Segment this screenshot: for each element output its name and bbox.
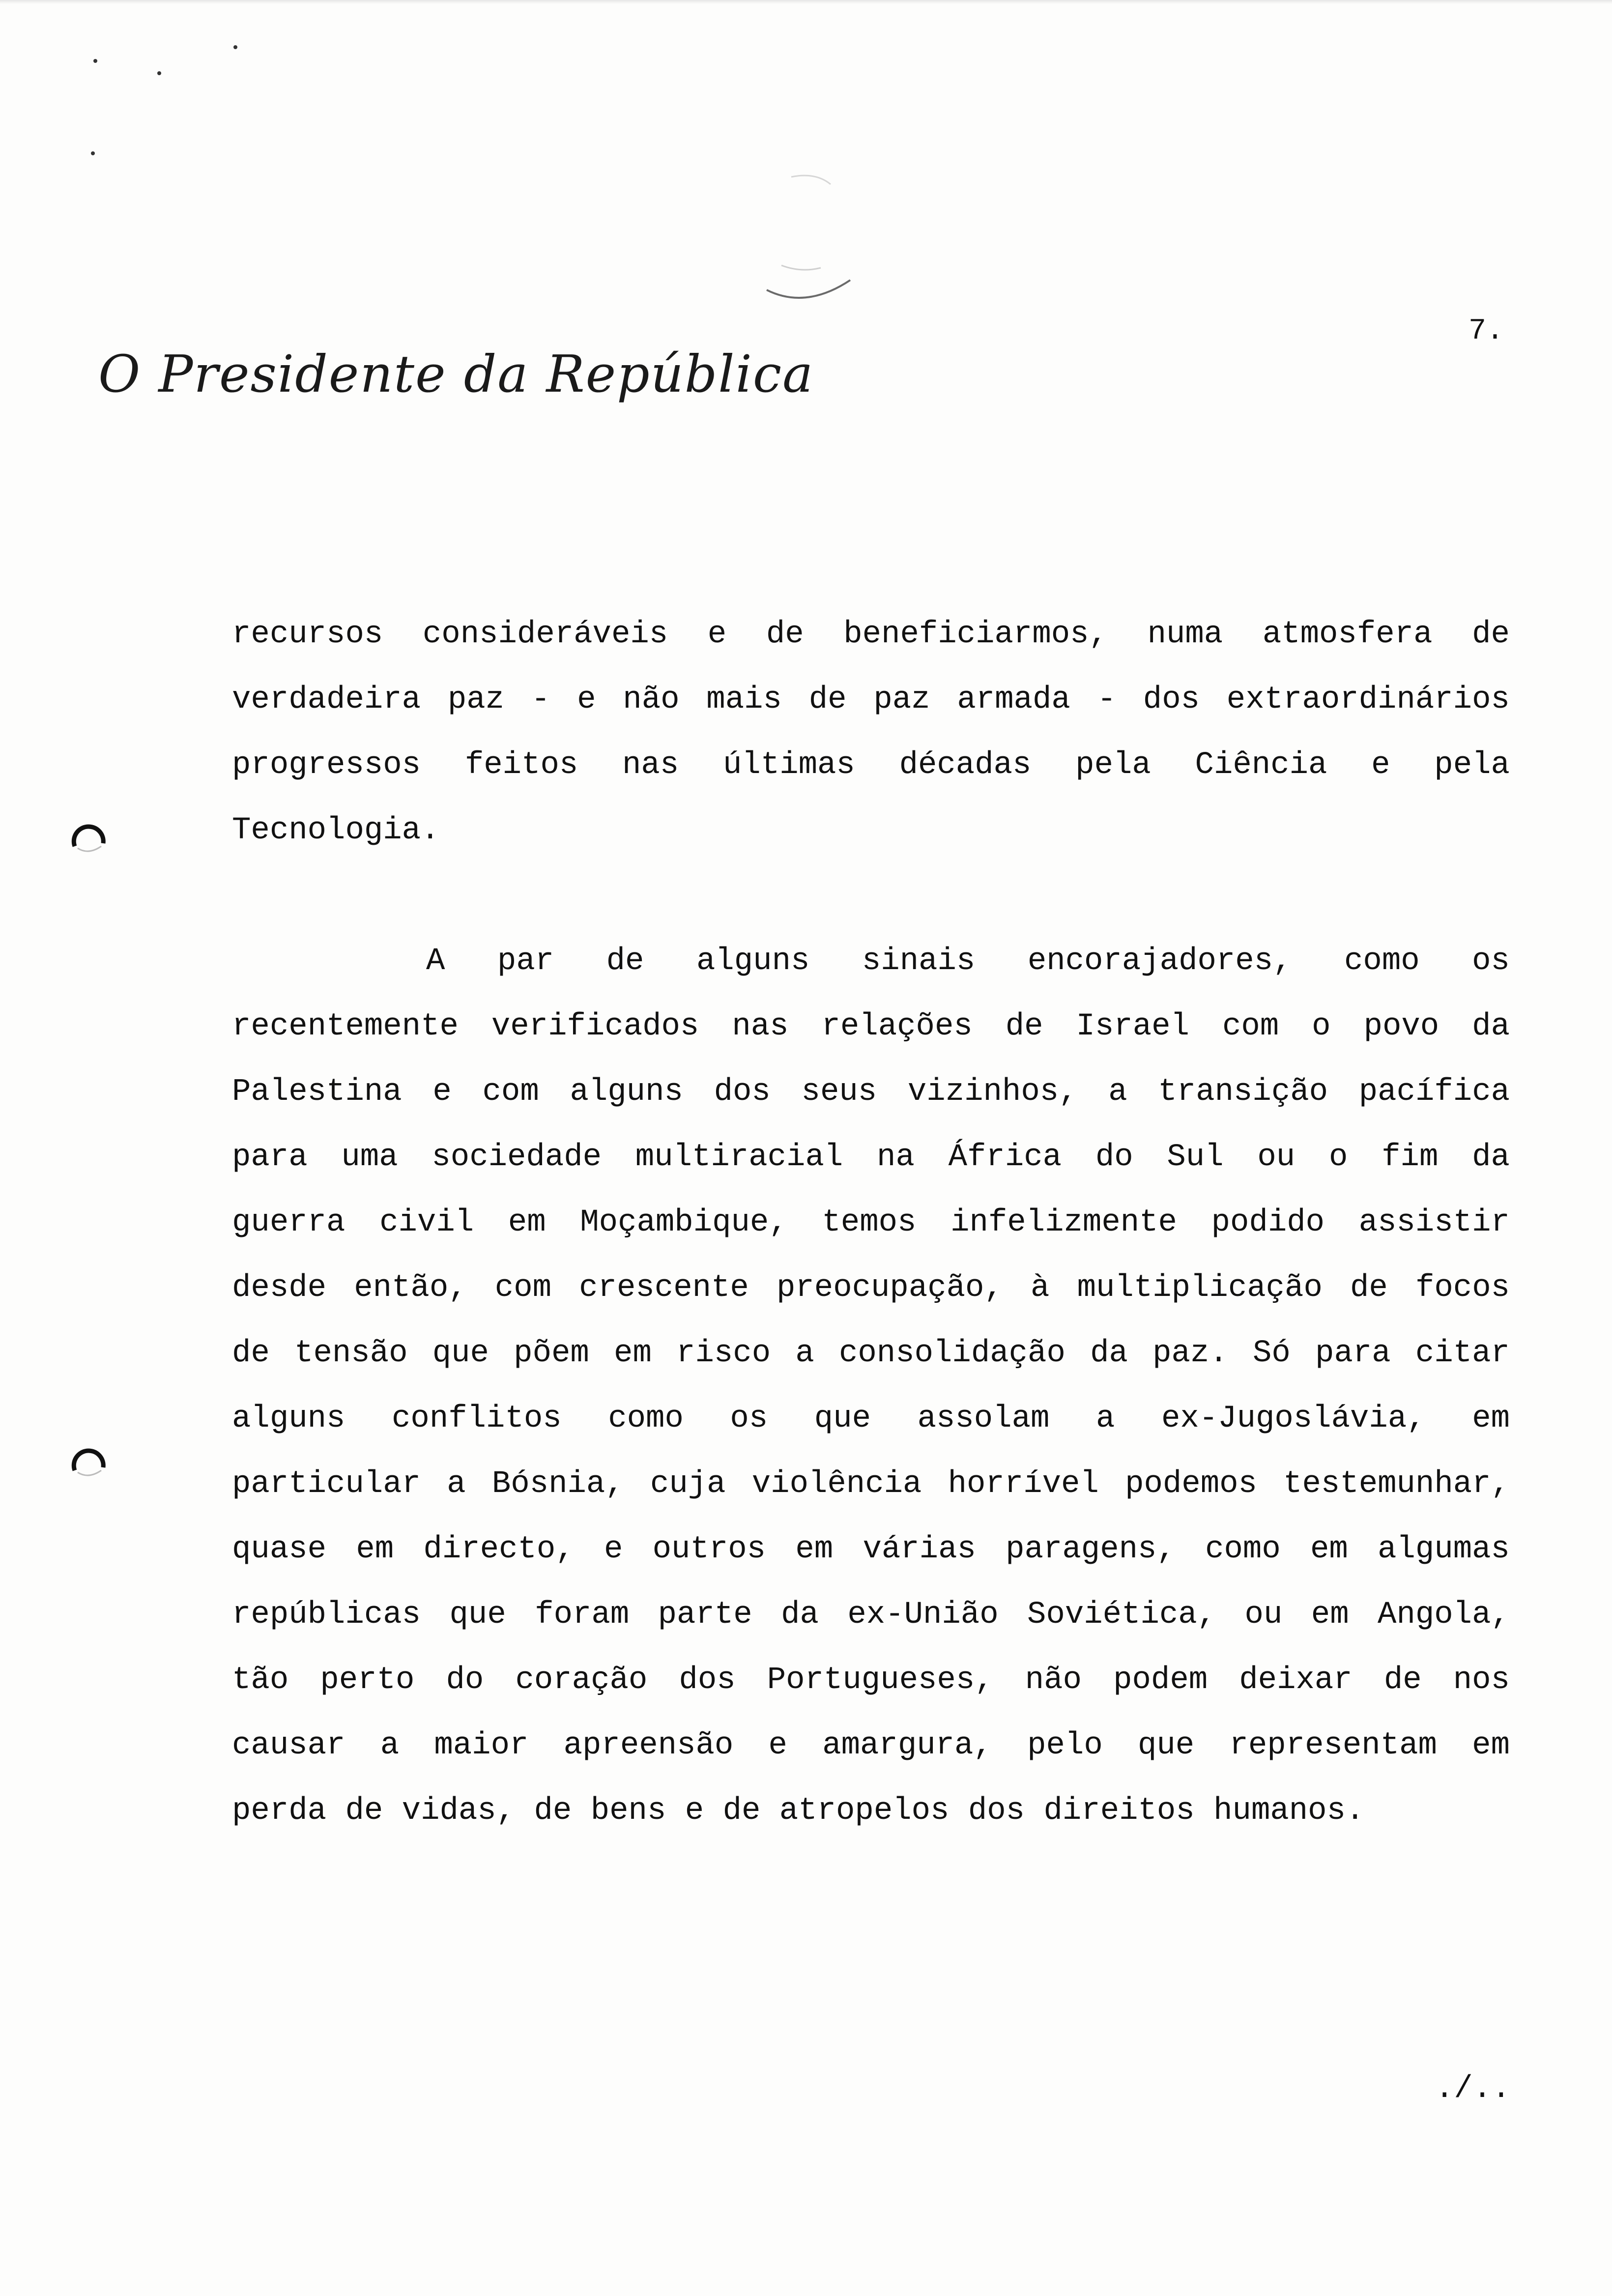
text-line	[232, 1321, 1510, 1386]
word: dos	[1143, 682, 1200, 718]
word: de	[1383, 1663, 1422, 1698]
word: apreensão	[563, 1728, 734, 1763]
word: em	[1311, 1597, 1349, 1633]
word: em	[1472, 1401, 1510, 1436]
word: a	[380, 1728, 400, 1763]
word: de	[1472, 617, 1510, 652]
word: pacífica	[1358, 1074, 1510, 1110]
word: à	[1031, 1270, 1050, 1306]
word: relações	[821, 1009, 973, 1044]
word: o	[1312, 1009, 1331, 1044]
word: não	[1025, 1663, 1082, 1698]
word: nos	[1453, 1663, 1510, 1698]
text-line	[232, 1713, 1510, 1779]
word: em	[795, 1532, 834, 1567]
text-line	[232, 667, 1510, 733]
word: consideráveis	[422, 617, 668, 652]
word: citar	[1415, 1336, 1510, 1371]
word: multiplicação	[1077, 1270, 1323, 1306]
word: parte	[658, 1597, 752, 1633]
word: Palestina	[232, 1074, 402, 1110]
word: paz	[447, 682, 505, 718]
word: pela	[1434, 747, 1510, 783]
word: e	[432, 1074, 452, 1110]
word: da	[1472, 1009, 1510, 1044]
word: da	[1090, 1336, 1128, 1371]
word: causar	[232, 1728, 345, 1763]
word: multiracial	[635, 1140, 843, 1175]
word: maior	[434, 1728, 529, 1763]
word: representam	[1229, 1728, 1437, 1763]
word: décadas	[899, 747, 1032, 783]
word: põem	[514, 1336, 589, 1371]
word: encorajadores,	[1027, 944, 1292, 979]
word: foram	[535, 1597, 630, 1633]
text-line	[232, 1648, 1510, 1713]
scan-top-edge	[0, 0, 1612, 4]
text-line	[232, 1386, 1510, 1452]
word: com	[482, 1074, 539, 1110]
word: recursos	[232, 617, 383, 652]
word: podido	[1211, 1205, 1325, 1240]
word: infelizmente	[950, 1205, 1177, 1240]
word: da	[781, 1597, 819, 1633]
word: do	[1095, 1140, 1133, 1175]
word: verificados	[491, 1009, 699, 1044]
word: com	[1222, 1009, 1279, 1044]
word: directo,	[423, 1532, 575, 1567]
word: -	[1097, 682, 1116, 718]
text-line: Tecnologia.	[232, 813, 440, 848]
word: nas	[732, 1009, 789, 1044]
paragraph-gap	[232, 863, 1510, 929]
word: de	[1350, 1270, 1388, 1306]
scan-speck	[93, 59, 97, 63]
word: Só	[1253, 1336, 1291, 1371]
text-line	[232, 1190, 1510, 1256]
word: ou	[1257, 1140, 1295, 1175]
word: uma	[341, 1140, 398, 1175]
word: feitos	[464, 747, 578, 783]
faint-stamp-mark	[747, 167, 860, 315]
word: de	[606, 944, 644, 979]
word: focos	[1415, 1270, 1510, 1306]
word: quase	[232, 1532, 327, 1567]
word: que	[432, 1336, 489, 1371]
word: seus	[801, 1074, 877, 1110]
word: Angola,	[1378, 1597, 1510, 1633]
word: extraordinários	[1226, 682, 1510, 718]
word: a	[1108, 1074, 1127, 1110]
scan-speck	[233, 45, 237, 49]
word: e	[577, 682, 596, 718]
word: Ciência	[1195, 747, 1327, 783]
word: armada	[957, 682, 1070, 718]
word: ex-União	[847, 1597, 999, 1633]
word: pelo	[1027, 1728, 1103, 1763]
word: -	[531, 682, 550, 718]
word: beneficiarmos,	[843, 617, 1108, 652]
scan-speck	[91, 151, 95, 155]
word: paz	[873, 682, 930, 718]
word: perto	[320, 1663, 415, 1698]
punch-hole-icon	[69, 816, 108, 855]
letter-body	[232, 602, 1510, 1844]
word: a	[447, 1466, 466, 1502]
word: de	[808, 682, 847, 718]
word: A	[426, 944, 445, 979]
word: sociedade	[432, 1140, 602, 1175]
text-line	[232, 1452, 1510, 1517]
word: par	[497, 944, 554, 979]
word: ex-Jugoslávia,	[1161, 1401, 1426, 1436]
word: várias	[863, 1532, 976, 1567]
word: podem	[1113, 1663, 1208, 1698]
word: África	[948, 1140, 1062, 1175]
text-line	[232, 602, 1510, 667]
word: Portugueses,	[767, 1663, 994, 1698]
word: podemos	[1125, 1466, 1257, 1502]
word: a	[1095, 1401, 1115, 1436]
word: Soviética,	[1027, 1597, 1216, 1633]
word: como	[1344, 944, 1420, 979]
word: fim	[1382, 1140, 1439, 1175]
word: alguns	[232, 1401, 345, 1436]
word: particular	[232, 1466, 421, 1502]
word: nas	[622, 747, 679, 783]
word: de	[1005, 1009, 1043, 1044]
word: civil	[379, 1205, 474, 1240]
word: outros	[652, 1532, 766, 1567]
word: risco	[676, 1336, 771, 1371]
word: em	[614, 1336, 652, 1371]
word: recentemente	[232, 1009, 459, 1044]
word: com	[494, 1270, 551, 1306]
word: mais	[706, 682, 782, 718]
word: o	[1328, 1140, 1348, 1175]
word: e	[768, 1728, 787, 1763]
word: amargura,	[822, 1728, 992, 1763]
text-line	[232, 733, 1510, 798]
word: preocupação,	[776, 1270, 1003, 1306]
word: tensão	[294, 1336, 408, 1371]
word: vizinhos,	[907, 1074, 1078, 1110]
word: Bósnia,	[491, 1466, 624, 1502]
word: cuja	[650, 1466, 726, 1502]
word: que	[449, 1597, 506, 1633]
word: da	[1472, 1140, 1510, 1175]
word: alguns	[570, 1074, 683, 1110]
text-line	[232, 1125, 1510, 1190]
word: paz.	[1152, 1336, 1228, 1371]
word: do	[446, 1663, 484, 1698]
text-line	[232, 929, 1510, 994]
word: temos	[822, 1205, 917, 1240]
word: dos	[714, 1074, 771, 1110]
punch-hole-icon	[69, 1440, 108, 1479]
word: assolam	[917, 1401, 1050, 1436]
word: Israel	[1076, 1009, 1189, 1044]
word: então,	[354, 1270, 467, 1306]
word: sinais	[862, 944, 976, 979]
word: e	[1371, 747, 1390, 783]
word: de	[232, 1336, 270, 1371]
word: atmosfera	[1262, 617, 1433, 652]
text-line	[232, 994, 1510, 1060]
word: consolidação	[838, 1336, 1065, 1371]
word: em	[1472, 1728, 1510, 1763]
word: progressos	[232, 747, 421, 783]
word: como	[608, 1401, 684, 1436]
word: alguns	[696, 944, 810, 979]
word: crescente	[579, 1270, 749, 1306]
word: assistir	[1358, 1205, 1510, 1240]
word: desde	[232, 1270, 327, 1306]
word: em	[356, 1532, 394, 1567]
word: para	[1315, 1336, 1391, 1371]
word: e	[707, 617, 727, 652]
word: guerra	[232, 1205, 345, 1240]
word: não	[623, 682, 680, 718]
word: violência	[751, 1466, 922, 1502]
word: povo	[1363, 1009, 1439, 1044]
word: dos	[679, 1663, 736, 1698]
word: os	[1472, 944, 1510, 979]
word: repúblicas	[232, 1597, 421, 1633]
scan-speck	[157, 71, 161, 75]
word: coração	[515, 1663, 648, 1698]
word: pela	[1075, 747, 1151, 783]
page-number: 7.	[1468, 315, 1504, 348]
continuation-mark: ./..	[1435, 2071, 1511, 2107]
word: em	[1310, 1532, 1348, 1567]
word: numa	[1147, 617, 1223, 652]
text-line	[232, 1517, 1510, 1582]
word: paragens,	[1006, 1532, 1176, 1567]
word: horrível	[948, 1466, 1099, 1502]
text-line	[232, 1060, 1510, 1125]
word: deixar	[1239, 1663, 1353, 1698]
word: para	[232, 1140, 308, 1175]
word: os	[730, 1401, 768, 1436]
word: verdadeira	[232, 682, 421, 718]
word: algumas	[1378, 1532, 1510, 1567]
word: transição	[1158, 1074, 1328, 1110]
word: conflitos	[392, 1401, 562, 1436]
text-line	[232, 1582, 1510, 1648]
word: Sul	[1167, 1140, 1224, 1175]
word: ou	[1244, 1597, 1283, 1633]
word: tão	[232, 1663, 289, 1698]
word: Moçambique,	[580, 1205, 788, 1240]
word: e	[604, 1532, 623, 1567]
word: em	[508, 1205, 546, 1240]
word: que	[1137, 1728, 1195, 1763]
word: de	[766, 617, 804, 652]
word: últimas	[722, 747, 855, 783]
word: na	[877, 1140, 915, 1175]
letterhead-title: O Presidente da República	[98, 344, 814, 404]
word: a	[795, 1336, 814, 1371]
word: como	[1205, 1532, 1281, 1567]
word: que	[814, 1401, 871, 1436]
text-line	[232, 1256, 1510, 1321]
text-line: perda de vidas, de bens e de atropelos dos direitos humanos.	[232, 1793, 1365, 1829]
word: testemunhar,	[1283, 1466, 1510, 1502]
